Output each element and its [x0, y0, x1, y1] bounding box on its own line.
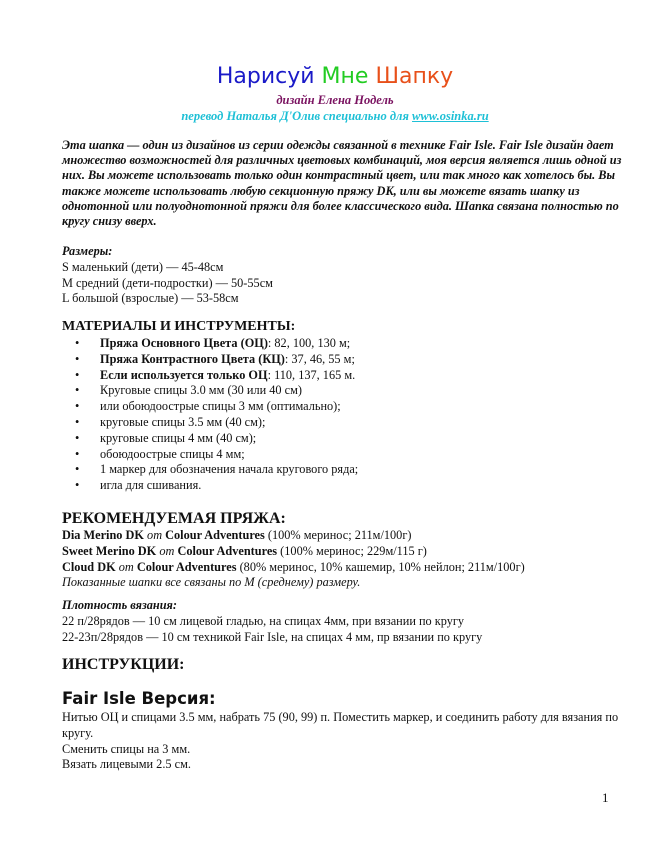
translator-text: перевод Наталья Д'Олив специально для: [181, 109, 413, 123]
osinka-link[interactable]: www.osinka.ru: [412, 109, 489, 123]
title-word-1: Нарисуй: [216, 64, 315, 89]
instruction-line: Вязать лицевыми 2.5 см.: [62, 757, 191, 772]
design-credit: дизайн Елена Нодель: [276, 93, 394, 107]
size-item: S маленький (дети) — 45-48см: [62, 259, 224, 274]
gauge-item: 22 п/28рядов — 10 см лицевой гладью, на спицах 4мм, при вязании по кругу: [62, 613, 465, 628]
materials-section: [62, 318, 632, 494]
materials-item: • Круговые спицы 3.0 мм (30 или 40 см): [100, 383, 632, 399]
materials-item: • или обоюдоострые спицы 3 мм (оптимально);: [100, 399, 632, 415]
sizes-label: Размеры:: [62, 244, 113, 258]
yarn-section: [62, 510, 632, 591]
yarn-name: Dia Merino DK: [62, 528, 144, 542]
materials-item: • игла для сшивания.: [100, 478, 632, 494]
yarn-from: от: [147, 528, 163, 542]
gauge-section: [62, 598, 632, 645]
materials-item: [100, 352, 632, 368]
yarn-details: (100% меринос; 229м/115 г): [277, 543, 427, 558]
sizes-section: [62, 244, 632, 307]
yarn-details: (100% меринос; 211м/100г): [264, 528, 412, 542]
translator-credit: [0, 108, 670, 124]
yarn-name: Cloud DK: [62, 559, 116, 574]
materials-item: [100, 368, 632, 384]
fair-isle-heading: Fair Isle Версия:: [62, 689, 216, 708]
materials-item: • 1 маркер для обозначения начала кругового ряда;: [100, 462, 632, 478]
size-item: M средний (дети-подростки) — 50-55см: [62, 275, 273, 290]
materials-item-value: : 110, 137, 165 м.: [267, 367, 356, 382]
instructions-heading: ИНСТРУКЦИИ:: [62, 656, 185, 673]
materials-item-label: Пряжа Контрастного Цвета (КЦ): [100, 351, 285, 366]
yarn-from: от: [118, 559, 134, 574]
title-word-2: Мне: [321, 64, 369, 89]
materials-item-label: Пряжа Основного Цвета (ОЦ): [100, 336, 268, 350]
size-item: L большой (взрослые) — 53-58см: [62, 291, 239, 306]
page-number: 1: [602, 790, 609, 805]
yarn-brand: Colour Adventures: [136, 559, 237, 574]
materials-item-value: : 37, 46, 55 м;: [284, 351, 355, 366]
materials-item: • круговые спицы 4 мм (40 см);: [100, 431, 632, 447]
gauge-label: Плотность вязания:: [62, 598, 177, 612]
materials-item: • обоюдоострые спицы 4 мм;: [100, 447, 632, 463]
yarn-brand: Colour Adventures: [165, 528, 265, 542]
instructions-section: [62, 656, 632, 674]
materials-heading: МАТЕРИАЛЫ И ИНСТРУМЕНТЫ:: [62, 319, 296, 334]
yarn-from: от: [159, 543, 175, 558]
materials-item-label: Если используется только ОЦ: [100, 367, 268, 382]
yarn-details: (80% меринос, 10% кашемир, 10% нейлон; 211м/100г): [236, 559, 525, 574]
fair-isle-section: [62, 688, 632, 773]
document-title: [0, 62, 670, 92]
instruction-line: Сменить спицы на 3 мм.: [62, 741, 191, 756]
materials-item-value: : 82, 100, 130 м;: [267, 336, 351, 350]
materials-list: [62, 336, 632, 494]
yarn-heading: РЕКОМЕНДУЕМАЯ ПРЯЖА:: [62, 510, 286, 527]
intro-paragraph: Эта шапка — один из дизайнов из серии одежды связанной в технике Fair Isle. Fair Isle дизайн дает множество возможностей для различных цветовых комбинаций, моя версия является лишь одной из них. Вы можете использовать только один контрастный цвет, или так много как хотелось бы. Вы также можете использовать любую секционную пряжу DK, или вы можете вязать шапку из однотонной или полуоднотонной пряжи для более классического вида. Шапка связана полностью по кругу снизу вверх.: [62, 138, 622, 229]
yarn-note: Показанные шапки все связаны по М (среднему) размеру.: [62, 575, 361, 590]
materials-item: • круговые спицы 3.5 мм (40 см);: [100, 415, 632, 431]
yarn-item: [62, 544, 632, 560]
yarn-brand: Colour Adventures: [177, 543, 278, 558]
yarn-name: Sweet Merino DK: [62, 543, 157, 558]
instruction-line: Нитью ОЦ и спицами 3.5 мм, набрать 75 (90, 99) п. Поместить маркер, и соединить работу для вязания по кругу.: [62, 710, 619, 740]
gauge-item: 22-23п/28рядов — 10 см техникой Fair Isle, на спицах 4 мм, пр вязании по кругу: [62, 629, 483, 644]
materials-item: [100, 336, 632, 352]
yarn-item: [62, 560, 632, 576]
title-word-3: Шапку: [375, 64, 454, 89]
yarn-item: [62, 528, 632, 544]
